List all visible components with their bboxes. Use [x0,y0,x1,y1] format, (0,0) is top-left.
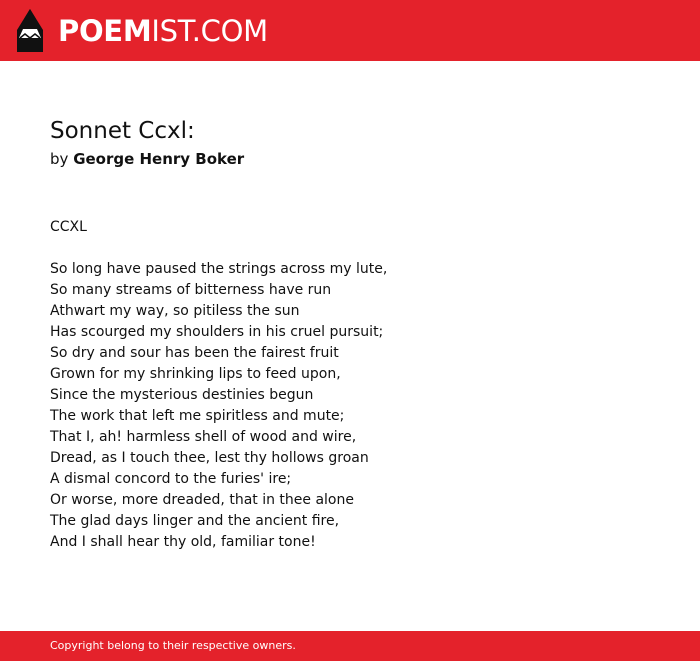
copyright-text: Copyright belong to their respective owners. [50,639,296,652]
site-footer [0,631,700,661]
logo-light-text: IST.COM [151,14,268,48]
site-logo-link[interactable] [16,8,268,54]
poem-line: Athwart my way, so pitiless the sun [50,303,300,319]
by-label: by [50,150,69,168]
poem-line: So long have paused the strings across my lute, [50,261,388,277]
poem-line: Since the mysterious destinies begun [50,387,314,403]
site-logo-text[interactable] [58,8,268,54]
poem-line: Grown for my shrinking lips to feed upon, [50,366,341,382]
poem-line: A dismal concord to the furies' ire; [50,471,292,487]
poem-title: Sonnet Ccxl: [50,118,195,144]
logo-bold-text: POEM [58,14,152,48]
poem-line: That I, ah! harmless shell of wood and wire, [50,429,357,445]
poem-line: The glad days linger and the ancient fire, [50,513,340,529]
poem-line: Or worse, more dreaded, that in thee alone [50,492,354,508]
pencil-tip-icon [16,8,44,54]
poem-heading: CCXL [50,219,87,235]
poem-line: So many streams of bitterness have run [50,282,332,298]
poem-body [50,217,650,553]
poem-line: Has scourged my shoulders in his cruel pursuit; [50,324,384,340]
poem-line: Dread, as I touch thee, lest thy hollows groan [50,450,369,466]
site-header [0,0,700,61]
poem-content [50,114,650,553]
poem-line: The work that left me spiritless and mute; [50,408,345,424]
poem-author: George Henry Boker [73,150,245,168]
poem-line: And I shall hear thy old, familiar tone! [50,534,316,550]
poem-byline [50,148,650,170]
poem-line: So dry and sour has been the fairest fruit [50,345,339,361]
